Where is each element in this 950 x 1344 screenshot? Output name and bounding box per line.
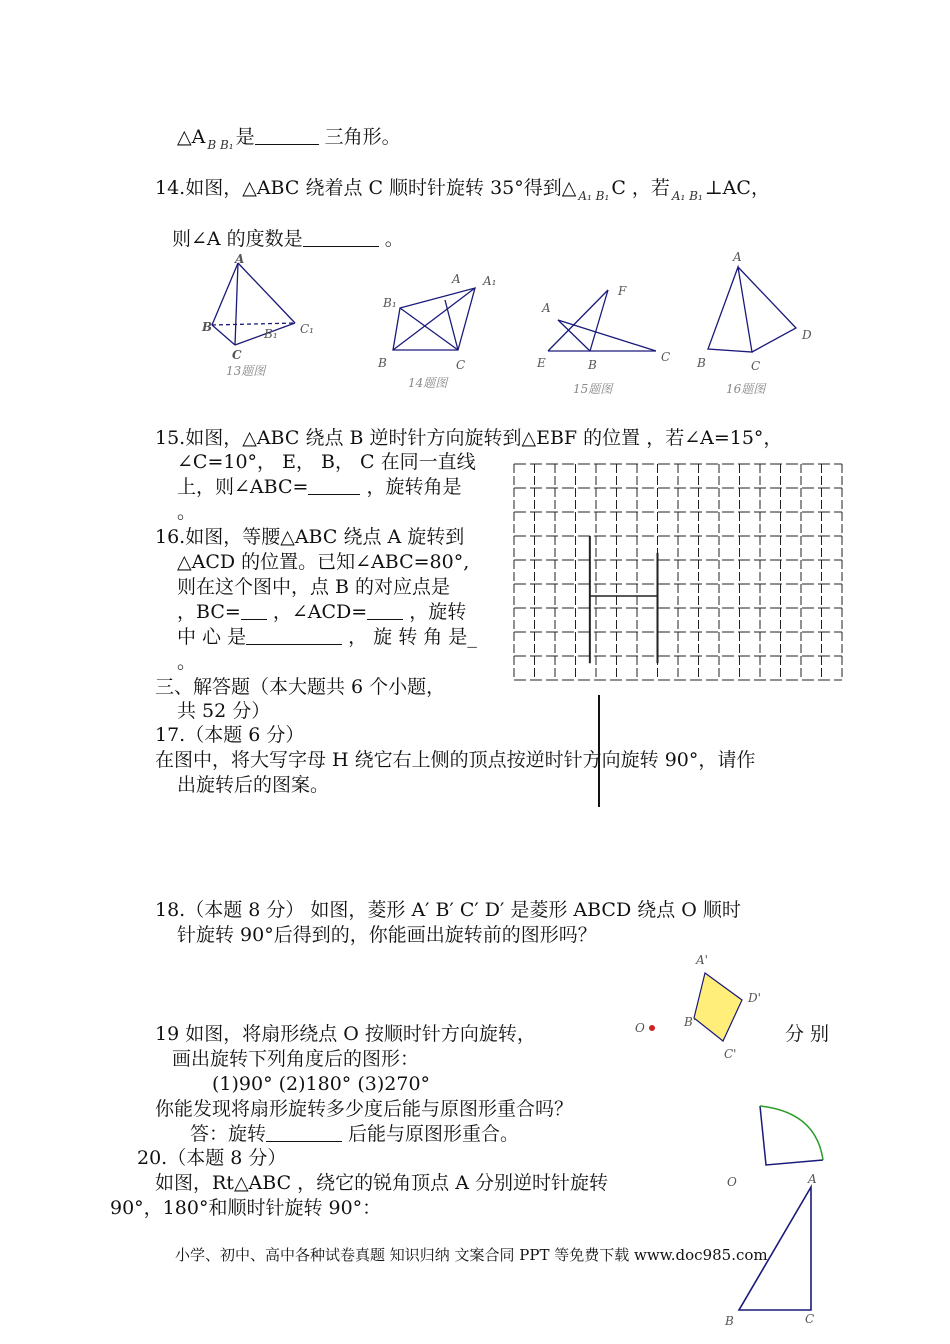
fig20-label-c: C — [805, 1312, 815, 1326]
fig13-caption: 13题图 — [226, 364, 266, 378]
q15-line1: 15.如图，△ABC 绕点 B 逆时针方向旋转到△EBF 的位置 ，若∠A=15°， — [155, 427, 783, 449]
q19-line3: (1)90° (2)180° (3)270° — [212, 1073, 431, 1095]
grid-figure — [512, 462, 844, 684]
fig18-label-a: A' — [696, 953, 708, 967]
fig14-label-b: B — [378, 356, 387, 370]
fig16-label-d: D — [802, 328, 812, 342]
section3-line2: 共 52 分） — [177, 700, 271, 722]
q20-line1: 如图，Rt△ABC ，绕它的锐角顶点 A 分别逆时针旋转 — [155, 1172, 608, 1194]
fig13-label-c1: C₁ — [300, 322, 314, 336]
fig20-label-a: A — [808, 1172, 817, 1186]
fig14-label-a: A — [452, 272, 461, 286]
q14-line1: 14.如图，△ABC 绕着点 C 顺时针旋转 35°得到△ $_{A_1 B_1}$ C ，若 $_{A_1 B_1}$ ⊥AC， — [155, 177, 770, 203]
q19-line5: 答：旋转 后能与原图形重合。 — [190, 1123, 520, 1145]
fig15-label-c: C — [661, 350, 671, 364]
point-o — [649, 1025, 655, 1031]
q16-line1: 16.如图，等腰△ABC 绕点 A 旋转到 — [155, 526, 465, 548]
q18-line2: 针旋转 90°后得到的，你能画出旋转前的图形吗？ — [177, 924, 597, 946]
q20-line2: 90°，180°和顺时针旋转 90°： — [110, 1197, 382, 1219]
q15-line3: 上，则∠ABC= ，旋转角是 — [177, 476, 462, 498]
sector-arc — [760, 1106, 823, 1160]
fig15-caption: 15题图 — [573, 382, 613, 396]
q17-line1: 在图中，将大写字母 H 绕它右上侧的顶点按逆时针方向旋转 90°，请作 — [155, 749, 756, 771]
fig16-label-c: C — [751, 359, 761, 373]
fig14-caption: 14题图 — [408, 376, 448, 390]
fig16-label-a: A — [733, 250, 742, 264]
fig18-label-d: D' — [748, 991, 761, 1005]
footer-text: 小学、初中、高中各种试卷真题 知识归纳 文案合同 PPT 等免费下载 www.doc985.com — [175, 1246, 768, 1264]
fig15-label-b: B — [588, 358, 597, 372]
q19-line2: 画出旋转下列角度后的图形： — [172, 1048, 420, 1070]
answer-blank[interactable] — [255, 126, 319, 145]
q16-line4: ，BC= ，∠ACD= ，旋转 — [177, 601, 467, 623]
answer-blank[interactable] — [246, 626, 342, 645]
fig16-label-b: B — [697, 356, 706, 370]
q17-line2: 出旋转后的图案。 — [177, 774, 330, 796]
figures-13-16 — [190, 245, 830, 405]
rhombus — [694, 973, 742, 1041]
q16-line5: 中 心 是 ， 旋 转 角 是_ — [177, 626, 477, 648]
fig13-label-b1: B₁ — [264, 327, 278, 341]
q16-line3: 则在这个图中，点 B 的对应点是 — [177, 576, 451, 598]
fig14-label-c: C — [456, 358, 466, 372]
answer-blank[interactable] — [367, 601, 403, 620]
section3-line1: 三、解答题（本大题共 6 个小题， — [155, 676, 446, 698]
q18-line1: 18.（本题 8 分） 如图，菱形 A′ B′ C′ D′ 是菱形 ABCD 绕点 O 顺时 — [155, 899, 741, 921]
q16-line2: △ACD 的位置。已知∠ABC=80°, — [177, 551, 470, 573]
answer-blank[interactable] — [266, 1123, 342, 1142]
figure-19-sector — [750, 1100, 835, 1170]
fig18-label-b: B' — [684, 1015, 697, 1029]
fig13-label-b: B — [202, 320, 213, 334]
fig15-label-f: F — [618, 284, 627, 298]
figure-14 — [393, 288, 475, 350]
q19-line1-end: 分 别 — [785, 1023, 830, 1045]
q16-line6: 。 — [177, 651, 197, 673]
fig18-label-o: O — [635, 1021, 645, 1035]
q15-line4: 。 — [177, 501, 197, 523]
fig18-label-c: C' — [724, 1047, 737, 1061]
q13-tail: △A $_{B B_1}$ 是 三角形。 — [177, 126, 401, 152]
q15-line2: ∠C=10°， E， B， C 在同一直线 — [177, 451, 476, 473]
q19-line1: 19 如图，将扇形绕点 O 按顺时针方向旋转， — [155, 1023, 536, 1045]
q19-line4: 你能发现将扇形旋转多少度后能与原图形重合吗？ — [155, 1098, 574, 1120]
answer-blank[interactable] — [241, 601, 267, 620]
fig20-label-o: O — [727, 1175, 737, 1189]
fig16-caption: 16题图 — [726, 382, 766, 396]
answer-blank[interactable] — [308, 476, 360, 495]
q20-header: 20.（本题 8 分） — [137, 1147, 287, 1169]
fig13-label-a: A — [235, 252, 245, 266]
q17-header: 17.（本题 6 分） — [155, 724, 305, 746]
fig14-label-b1: B₁ — [383, 296, 397, 310]
q14-line2: 则∠A 的度数是 。 — [172, 228, 404, 250]
figure-13 — [212, 263, 295, 345]
figure-16 — [708, 267, 796, 352]
figure-15 — [548, 290, 656, 351]
fig20-label-b: B — [725, 1314, 734, 1328]
fig15-label-a: A — [542, 301, 551, 315]
fig14-label-a1: A₁ — [483, 274, 497, 288]
fig13-label-c: C — [232, 348, 242, 362]
figure-18 — [630, 950, 770, 1065]
fig15-label-e: E — [537, 356, 546, 370]
